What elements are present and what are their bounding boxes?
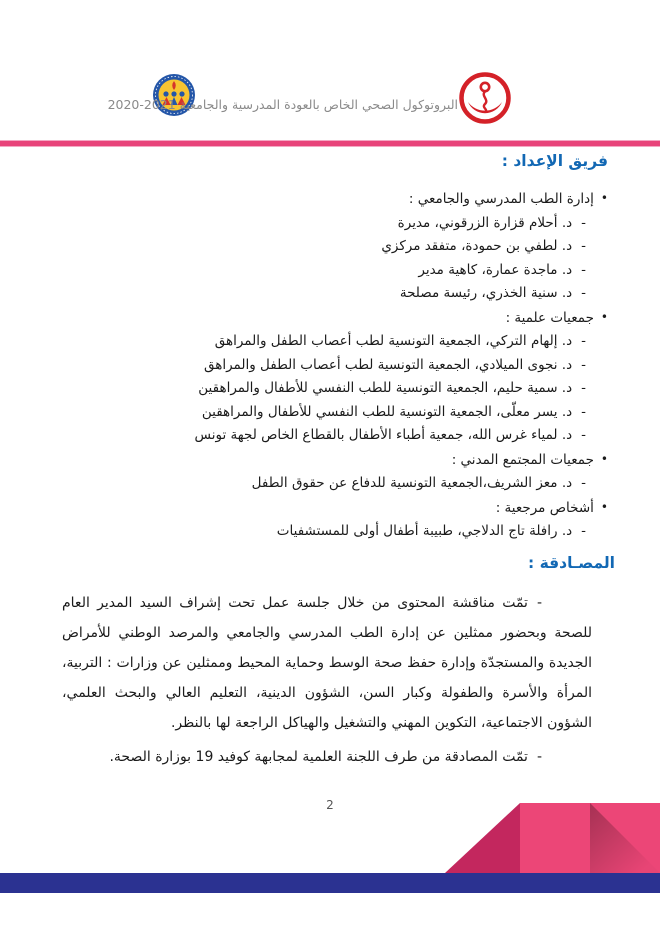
team-member <box>40 377 608 401</box>
dash-icon: - <box>581 427 586 443</box>
validation-body <box>62 588 592 772</box>
header-divider-rule <box>0 140 660 147</box>
crescent-emblem-icon <box>458 70 512 126</box>
bullet-icon: • <box>600 309 608 324</box>
team-member <box>40 235 608 259</box>
dash-icon: - <box>581 380 586 396</box>
page-number: 2 <box>326 798 334 812</box>
bullet-icon: • <box>600 451 608 466</box>
team-member <box>40 259 608 283</box>
ministry-of-health-logo <box>458 70 512 126</box>
preparation-team-list <box>40 187 608 544</box>
dash-icon: - <box>536 748 542 765</box>
team-member <box>40 401 608 425</box>
footer-decoration <box>0 800 660 895</box>
section-heading-preparation-team: فريق الإعداد : <box>501 152 608 170</box>
section-heading-validation: المصـادقة : <box>527 553 615 572</box>
member-text: د. أحلام قزارة الزرقوني، مديرة <box>397 214 573 231</box>
dash-icon: - <box>536 594 542 611</box>
group-label-text: جمعيات المجتمع المدني : <box>451 451 594 468</box>
deco-triangle <box>445 803 520 873</box>
dash-icon: - <box>581 285 586 301</box>
dash-icon: - <box>581 475 586 491</box>
team-member <box>40 520 608 544</box>
member-text: د. نجوى الميلادي، الجمعية التونسية لطب أعصاب الطفل والمراهق <box>203 356 573 373</box>
member-text: د. ماجدة عمارة، كاهية مدير <box>418 261 573 278</box>
dash-icon: - <box>581 356 586 373</box>
member-text: د. سمية حليم، الجمعية التونسية للطب النفسي للأطفال والمراهقين <box>198 380 573 396</box>
team-member <box>40 354 608 378</box>
member-text: د. إلهام التركي، الجمعية التونسية لطب أعصاب الطفل والمراهق <box>214 333 573 349</box>
member-text: د. سنية الخذري، رئيسة مصلحة <box>399 285 573 301</box>
dash-icon: - <box>581 214 586 231</box>
dash-icon: - <box>581 403 586 420</box>
footer-navy-bar <box>0 873 660 893</box>
validation-item <box>62 588 592 738</box>
validation-item <box>62 742 592 772</box>
validation-item-text: تمّت مناقشة المحتوى من خلال جلسة عمل تحت إشراف السيد المدير العام للصحة وبحضور ممثلين عن إدارة الطب المدرسي والجامعي والمرصد الوطني للأمراض الجديدة والمستجدّة وإدارة حفظ صحة الوسط وحماية المحيط وممثلين عن وزارات : التربية، المرأة والأسرة والطفولة وكبار السن، الشؤون الدينية، التعليم العالي والبحث العلمي، الشؤون الاجتماعية، التكوين المهني والتشغيل والهياكل الراجعة لها بالنظر. <box>62 594 592 731</box>
member-text: د. يسر معلّى، الجمعية التونسية للطب النفسي للأطفال والمراهقين <box>201 403 573 420</box>
member-text: د. معز الشريف،الجمعية التونسية للدفاع عن حقوق الطفل <box>251 475 573 491</box>
bullet-icon: • <box>600 499 608 514</box>
team-group-label <box>40 448 608 473</box>
team-member <box>40 424 608 448</box>
page-content <box>0 150 660 776</box>
team-member <box>40 472 608 496</box>
team-member <box>40 282 608 306</box>
bullet-icon: • <box>600 191 608 205</box>
dash-icon: - <box>581 333 586 349</box>
team-member <box>40 330 608 354</box>
member-text: د. رافلة تاج الدلاجي، طبيبة أطفال أولى للمستشفيات <box>276 523 573 539</box>
team-group-label <box>40 187 608 212</box>
dash-icon: - <box>581 238 586 254</box>
team-group-label <box>40 496 608 521</box>
validation-item-text: تمّت المصادقة من طرف اللجنة العلمية لمجابهة كوفيد 19 بوزارة الصحة. <box>109 748 528 765</box>
group-label-text: أشخاص مرجعية : <box>495 499 594 516</box>
team-group-label <box>40 306 608 331</box>
dash-icon: - <box>581 523 586 539</box>
group-label-text: إدارة الطب المدرسي والجامعي : <box>408 191 594 207</box>
dash-icon: - <box>581 261 586 278</box>
document-header-title: البروتوكول الصحي الخاص بالعودة المدرسية والجامعية 2021-2020 <box>107 97 458 112</box>
member-text: د. لمياء غرس الله، جمعية أطباء الأطفال بالقطاع الخاص لجهة تونس <box>194 427 573 443</box>
member-text: د. لطفي بن حمودة، متفقد مركزي <box>381 238 573 254</box>
team-member <box>40 212 608 236</box>
group-label-text: جمعيات علمية : <box>505 309 594 326</box>
